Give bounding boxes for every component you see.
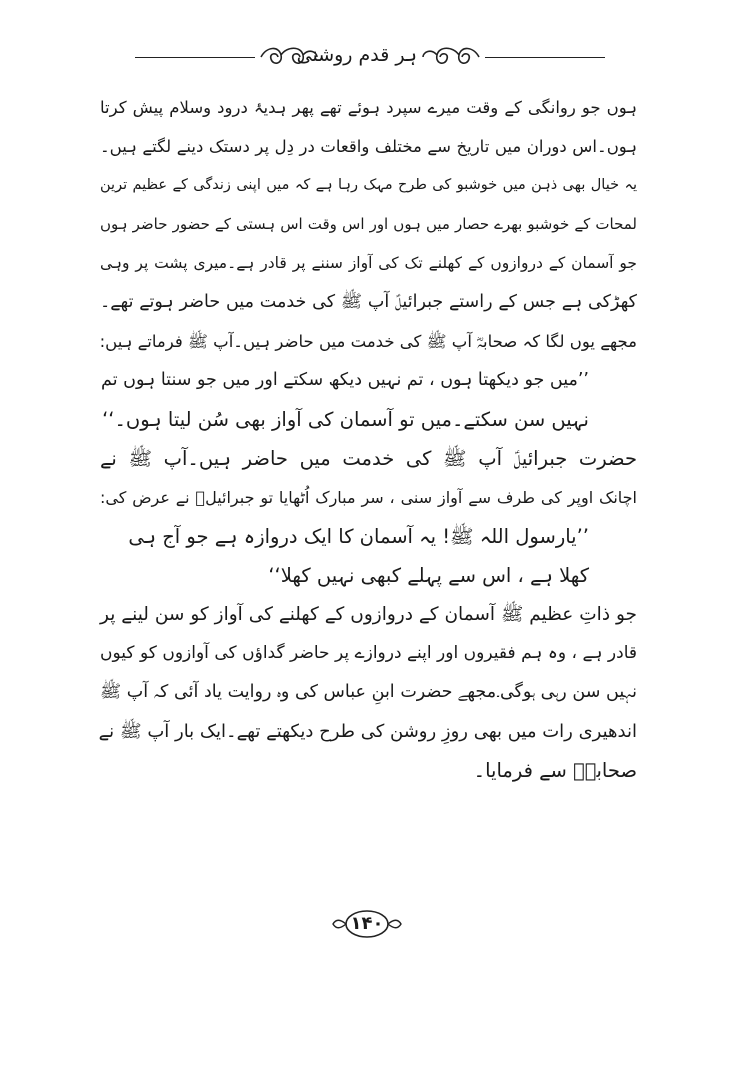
text-line: جو آسمان کے دروازوں کے کھلنے تک کی آواز سننے پر قادر ہے۔میری پشت پر وہی [100, 254, 637, 272]
header-rule-left [135, 57, 255, 58]
text-line: جو ذاتِ عظیم ﷺ آسمان کے دروازوں کے کھلنے کی آواز کو سن لینے پر [100, 604, 637, 625]
header-ornament-right [419, 42, 483, 72]
text-line: قادر ہے ، وہ ہم فقیروں اور اپنے دروازے پر حاضر گداؤں کی آوازوں کو کیوں [100, 643, 637, 663]
page-number-frame [331, 907, 403, 941]
text-line: صحابہؓ سے فرمایا۔ [473, 759, 637, 782]
text-line: کھڑکی ہے جس کے راستے جبرائیلؑ آپ ﷺ کی خدمت میں حاضر ہوتے تھے۔ [100, 292, 637, 312]
quote-line: ’’میں جو دیکھتا ہوں ، تم نہیں دیکھ سکتے اور میں جو سنتا ہوں تم [101, 370, 589, 390]
page-header [135, 30, 605, 84]
header-title: ہر قدم روشنی [296, 44, 417, 66]
text-line: ہوں۔اس دوران میں تاریخ سے مختلف واقعات در دِل پر دستک دینے لگتے ہیں۔ [100, 137, 637, 156]
page-body [100, 88, 637, 790]
header-rule-right [485, 57, 605, 58]
quote-line: ’’یارسول اللہ ﷺ! یہ آسمان کا ایک دروازہ ہے جو آج ہی [128, 525, 589, 548]
quote-line: نہیں سن سکتے۔میں تو آسمان کی آواز بھی سُن لیتا ہوں۔‘‘ [102, 408, 589, 431]
text-line: مجھے یوں لگا کہ صحابہؓ آپ ﷺ کی خدمت میں حاضر ہیں۔آپ ﷺ فرماتے ہیں: [99, 332, 637, 351]
text-line: اندھیری رات میں بھی روزِ روشن کی طرح دیکھتے تھے۔ایک بار آپ ﷺ نے [98, 721, 637, 742]
page-number: ۱۴۰ [350, 913, 384, 934]
text-line: ہوں جو روانگی کے وقت میرے سپرد ہوئے تھے پھر ہدیۂ درود وسلام پیش کرتا [100, 98, 637, 117]
text-line: یہ خیال بھی ذہن میں خوشبو کی طرح مہک رہا ہے کہ میں اپنی زندگی کے عظیم ترین [100, 177, 637, 193]
quote-line: کھلا ہے ، اس سے پہلے کبھی نہیں کھلا‘‘ [268, 564, 589, 587]
text-line: حضرت جبرائیلؑ آپ ﷺ کی خدمت میں حاضر ہیں۔آپ ﷺ نے [100, 447, 637, 470]
text-line: اچانک اوپر کی طرف سے آواز سنی ، سر مبارک اُٹھایا تو جبرائیلؑ نے عرض کی: [100, 488, 637, 507]
text-line: نہیں سن رہی ہوگی۔مجھے حضرت ابنِ عباس کی وہ روایت یاد آئی کہ آپ ﷺ [100, 682, 637, 702]
text-line: لمحات کے خوشبو بھرے حصار میں ہوں اور اس وقت اس ہستی کے حضور حاضر ہوں [100, 215, 637, 233]
